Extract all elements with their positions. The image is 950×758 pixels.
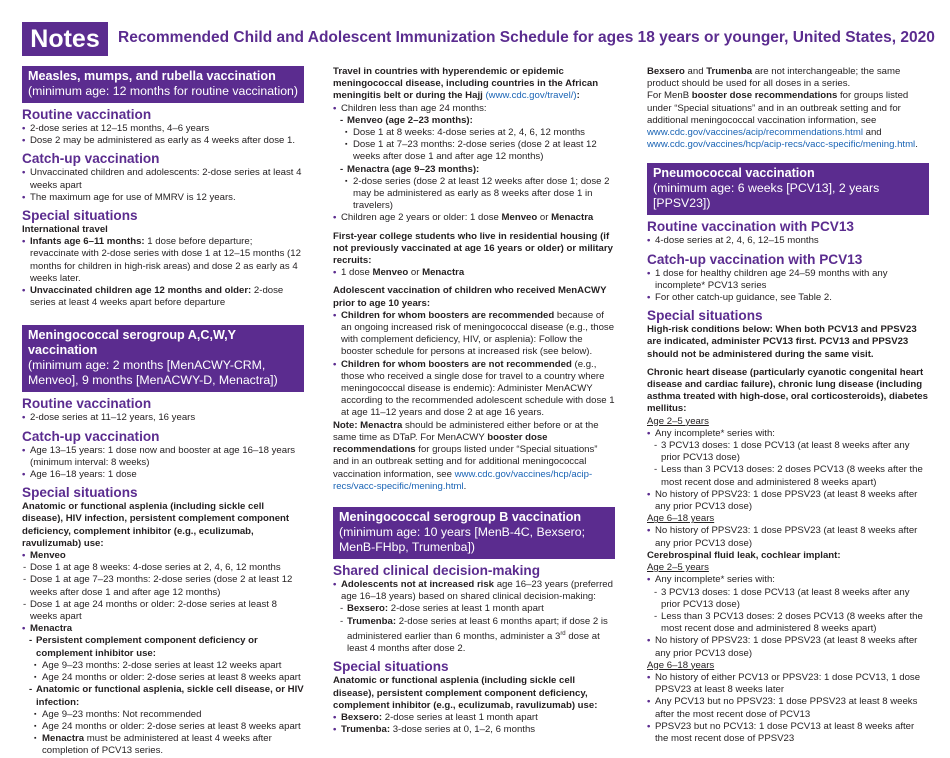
note-label: Note: Menactra xyxy=(333,419,403,431)
item-text: for groups listed under “Special situations” and in an outbreak setting and for additional meningococcal vaccination information, see xyxy=(647,90,909,126)
list-item: • Unvaccinated children and adolescents: 2-dose series at least 4 weeks apart xyxy=(22,167,304,191)
pcv-catchup-heading: Catch-up vaccination with PCV13 xyxy=(647,251,863,267)
list-item: ▪ Dose 1 at 7–23 months: 2-dose series (dose 2 at least 12 weeks after dose 1 and after age 12 months) xyxy=(345,139,615,163)
list-item: - Less than 3 PCV13 doses: 2 doses PCV13 (8 weeks after the most recent dose and administered 8 weeks apart) xyxy=(653,464,929,488)
item-label: Trumenba xyxy=(706,66,753,77)
college-heading: First-year college students who live in residential housing (if not previously vaccinated at age 16 years or older) or military recruits: xyxy=(333,230,613,267)
list-item xyxy=(22,236,304,285)
travel-list xyxy=(333,103,615,225)
pcv-routine-list xyxy=(647,235,929,247)
mmr-special-heading: Special situations xyxy=(22,208,138,224)
notes-badge: Notes xyxy=(22,22,108,56)
csf-heading: Cerebrospinal fluid leak, cochlear implant: xyxy=(647,549,841,561)
travel-heading-text: Travel in countries with hyperendemic or epidemic meningococcal disease, including countries in the African meningitis belt or during the Hajj xyxy=(333,66,599,102)
menacwy-catchup-heading: Catch-up vaccination xyxy=(22,428,160,444)
age-group-label: Age 2–5 years xyxy=(647,562,709,574)
item-text: 2-dose series at least 6 months apart; if dose 2 is administered earlier than 6 months, administer a 3 xyxy=(347,615,608,642)
item-text: Children age 2 years or older: 1 dose xyxy=(341,212,502,224)
menb-interchange-text xyxy=(647,66,929,90)
item-text: (e.g., those who received a single dose for travel to a country where meningococcal disease is endemic): Administer MenACWY according to the recommended adolescent schedule with dose 1 at age 11–12 years and dose 2 at age 16 years. xyxy=(341,358,615,419)
age-group-label: Age 6–18 years xyxy=(647,659,715,671)
item-text: 1 dose xyxy=(341,267,373,279)
note-text: . xyxy=(463,480,467,492)
list-item: ▪ 2-dose series (dose 2 at least 12 weeks after dose 1; dose 2 may be administered as early as 8 weeks after dose 1 in travelers) xyxy=(345,176,615,213)
item-text: 2-dose series at least 4 weeks apart before departure xyxy=(30,285,284,309)
menacwy-routine-heading: Routine vaccination xyxy=(22,396,152,412)
item-label: Menactra xyxy=(551,212,594,224)
mmr-title: Measles, mumps, and rubella vaccination xyxy=(28,69,276,83)
item-label: Children for whom boosters are recommended xyxy=(341,309,555,321)
item-text: age 16–23 years (preferred age 16–18 years) based on shared clinical decision-making: xyxy=(341,578,613,603)
list-item: • Dose 2 may be administered as early as 4 weeks after dose 1. xyxy=(22,135,304,147)
item-text: must be administered at least 4 weeks after completion of PCV13 series. xyxy=(42,733,272,757)
list-item: - Dose 1 at age 7–23 months: 2-dose series (dose 2 at least 12 weeks after dose 1 and after age 12 months) xyxy=(22,574,304,598)
page-header xyxy=(0,0,950,64)
adolescent-heading: Adolescent vaccination of children who received MenACWY prior to age 10 years: xyxy=(333,285,607,309)
menb-subtitle: (minimum age: 10 years [MenB-4C, Bexsero; MenB-FHbp, Trumenba]) xyxy=(339,524,586,554)
list-item: • No history of either PCV13 or PPSV23: 1 dose PCV13, 1 dose PPSV23 at least 8 weeks later xyxy=(647,672,929,696)
note-label: booster dose recommendations xyxy=(333,431,548,456)
menb-asplenia-heading: Anatomic or functional asplenia (including sickle cell disease), persistent complement component deficiency, complement inhibitor (e.g., eculizumab, ravulizumab) use: xyxy=(333,675,598,711)
item-text: 1 dose before departure; revaccinate with 2-dose series with dose 1 at 12–15 months (12 months for children in high-risk areas) and dose 2 as early as 4 weeks later. xyxy=(30,236,301,284)
note-text: for groups listed under “Special situations” and in an outbreak setting and for additional meningococcal vaccination information, see xyxy=(333,444,598,480)
travel-colon: : xyxy=(576,90,580,102)
list-item xyxy=(339,616,615,656)
item-text: For MenB xyxy=(647,90,692,102)
adolescent-list xyxy=(333,310,615,420)
item-text: dose at least 4 months after dose 2. xyxy=(347,630,600,655)
mmr-catchup-heading: Catch-up vaccination xyxy=(22,151,160,167)
menb-special-heading: Special situations xyxy=(333,659,449,675)
intl-travel-label: International travel xyxy=(22,224,108,236)
mmr-header-box xyxy=(22,66,304,103)
travel-link[interactable]: (www.cdc.gov/travel/) xyxy=(485,90,577,102)
list-item: • Age 16–18 years: 1 dose xyxy=(22,469,304,481)
menb-booster-text xyxy=(647,90,929,151)
list-item: - Dose 1 at age 24 months or older: 2-dose series at least 8 weeks apart xyxy=(22,599,304,623)
mmr-routine-heading: Routine vaccination xyxy=(22,107,152,122)
list-item xyxy=(333,310,615,359)
list-item: - Dose 1 at age 8 weeks: 4-dose series at 2, 4, 6, 12 months xyxy=(22,562,304,574)
chronic-age25-list xyxy=(647,428,929,513)
menb-header-box xyxy=(333,507,615,559)
item-text: are not interchangeable; the same product should be used for all doses in a series. xyxy=(647,66,901,90)
list-item: ▪ Dose 1 at 8 weeks: 4-dose series at 2, 4, 6, 12 months xyxy=(345,127,615,139)
item-label: Bexsero: xyxy=(341,711,383,723)
item-text: 3-dose series at 0, 1–2, 6 months xyxy=(390,724,536,736)
list-item: • 2-dose series at 11–12 years, 16 years xyxy=(22,412,304,424)
chronic-heading: Chronic heart disease (particularly cyanotic congenital heart disease and cardiac failure), chronic lung disease (including asthma treated with high-dose, oral corticosteroids), diabetes mellitus: xyxy=(647,366,928,415)
scdm-list xyxy=(333,579,615,655)
item-label: Menveo xyxy=(501,212,538,224)
list-item: • Any incomplete* series with: xyxy=(647,574,929,586)
mmr-special-list xyxy=(22,236,304,309)
item-label: Adolescents not at increased risk xyxy=(341,578,495,590)
list-item: • The maximum age for use of MMRV is 12 years. xyxy=(22,192,304,204)
pcv-special-heading: Special situations xyxy=(647,308,763,324)
af-label: - Anatomic or functional asplenia, sickle cell disease, or HIV infection: xyxy=(28,684,304,708)
scdm-heading: Shared clinical decision-making xyxy=(333,562,540,578)
list-item xyxy=(333,267,615,279)
item-text: or xyxy=(408,267,423,279)
list-item xyxy=(333,724,615,736)
page-title: Recommended Child and Adolescent Immunization Schedule for ages 18 years or younger, United States, 2020 xyxy=(118,29,935,46)
list-item: • 1 dose for healthy children age 24–59 months with any incomplete* PCV13 series xyxy=(647,268,929,292)
pcv-header-box xyxy=(647,163,929,215)
list-item xyxy=(333,579,615,603)
list-item: - 3 PCV13 doses: 1 dose PCV13 (at least 8 weeks after any prior PCV13 dose) xyxy=(653,440,929,464)
list-item xyxy=(339,603,615,615)
column-1 xyxy=(22,66,304,758)
menacwy-special-list xyxy=(22,550,304,757)
asplenia-heading: Anatomic or functional asplenia (including sickle cell disease), HIV infection, persistent complement component deficiency, complement inhibitor (e.g., eculizumab, ravulizumab) use: xyxy=(22,501,290,549)
column-3 xyxy=(647,66,929,745)
mmr-routine-list xyxy=(22,123,304,147)
item-text: 2-dose series at least 1 month apart xyxy=(382,711,538,723)
menacwy-title: Meningococcal serogroup A,C,W,Y vaccination xyxy=(28,328,236,358)
menveo-label: • Menveo xyxy=(22,550,304,562)
list-item xyxy=(333,212,615,224)
list-item: ▪ Age 9–23 months: Not recommended xyxy=(34,709,304,721)
mmr-subtitle: (minimum age: 12 months for routine vaccination) xyxy=(28,84,298,98)
mening-link[interactable]: www.cdc.gov/vaccines/hcp/acip-recs/vacc-specific/mening.html xyxy=(647,139,916,151)
menactra-range: - Menactra (age 9–23 months): xyxy=(339,164,615,176)
item-label: Bexsero: xyxy=(347,603,389,615)
menactra-note xyxy=(333,420,615,493)
menacwy-special-heading: Special situations xyxy=(22,485,138,501)
list-item: • Any PCV13 but no PPSV23: 1 dose PPSV23 at least 8 weeks after the most recent dose of PCV13 xyxy=(647,696,929,720)
age-group-label: Age 6–18 years xyxy=(647,513,715,525)
pcv-catchup-list xyxy=(647,268,929,305)
item-label: Trumenba: xyxy=(347,615,397,627)
list-item: • Any incomplete* series with: xyxy=(647,428,929,440)
list-item: ▪ Age 24 months or older: 2-dose series at least 8 weeks apart xyxy=(34,672,304,684)
list-item xyxy=(34,733,304,757)
item-label: Bexsero xyxy=(647,66,685,77)
menacwy-catchup-list xyxy=(22,445,304,482)
csf-age25-list xyxy=(647,574,929,659)
item-text: and xyxy=(862,127,882,139)
menacwy-header-box xyxy=(22,325,304,392)
list-item: • 2-dose series at 12–15 months, 4–6 years xyxy=(22,123,304,135)
list-item: • No history of PPSV23: 1 dose PPSV23 (at least 8 weeks after any prior PCV13 dose) xyxy=(647,489,929,513)
item-text: . xyxy=(915,139,918,151)
column-2 xyxy=(333,66,615,736)
age-group-label: Age 2–5 years xyxy=(647,415,709,427)
mmr-catchup-list xyxy=(22,167,304,204)
item-label: booster dose recommendations xyxy=(691,90,838,102)
superscript: rd xyxy=(560,630,566,637)
item-label: Menactra xyxy=(42,733,85,745)
menveo-range: - Menveo (age 2–23 months): xyxy=(339,115,615,127)
menacwy-routine-list xyxy=(22,412,304,424)
item-label: Children for whom boosters are not recommended xyxy=(341,358,572,370)
college-list xyxy=(333,267,615,279)
menacwy-subtitle: (minimum age: 2 months [MenACWY-CRM, Menveo], 9 months [MenACWY-D, Menactra]) xyxy=(28,358,278,388)
list-item: • For other catch-up guidance, see Table 2. xyxy=(647,292,929,304)
chronic-age618-list xyxy=(647,525,929,549)
travel-heading xyxy=(333,66,615,103)
note-text: should be administered either before or at the same time as DTaP. For MenACWY xyxy=(333,419,599,443)
list-item: - 3 PCV13 doses: 1 dose PCV13 (at least 8 weeks after any prior PCV13 dose) xyxy=(653,587,929,611)
item-label: Infants age 6–11 months: xyxy=(30,236,145,248)
list-item: ▪ Age 9–23 months: 2-dose series at least 12 weeks apart xyxy=(34,660,304,672)
list-item: • PPSV23 but no PCV13: 1 dose PCV13 at least 8 weeks after the most recent dose of PPSV23 xyxy=(647,721,929,745)
mening-link[interactable]: www.cdc.gov/vaccines/hcp/acip-recs/vacc-specific/mening.html xyxy=(333,468,593,492)
list-item: • Children less than age 24 months: xyxy=(333,103,615,115)
list-item: • 4-dose series at 2, 4, 6, 12–15 months xyxy=(647,235,929,247)
item-label: Unvaccinated children age 12 months and older: xyxy=(30,285,252,297)
list-item: ▪ Age 24 months or older: 2-dose series at least 8 weeks apart xyxy=(34,721,304,733)
item-text: and xyxy=(684,66,707,77)
item-label: Trumenba: xyxy=(341,724,391,736)
pcv-routine-heading: Routine vaccination with PCV13 xyxy=(647,219,854,235)
pc-label: - Persistent complement component deficiency or complement inhibitor use: xyxy=(28,635,304,659)
menb-title: Meningococcal serogroup B vaccination xyxy=(339,509,582,524)
item-text: or xyxy=(537,212,552,224)
menactra-label: • Menactra xyxy=(22,623,304,635)
pcv-title: Pneumococcal vaccination xyxy=(653,166,815,181)
acip-link[interactable]: www.cdc.gov/vaccines/acip/recommendations.html xyxy=(647,127,863,139)
list-item xyxy=(22,285,304,309)
high-risk-text: High-risk conditions below: When both PCV13 and PPSV23 are indicated, administer PCV13 first. PCV13 and PPSV23 should not be administered during the same visit. xyxy=(647,324,917,360)
list-item: • No history of PPSV23: 1 dose PPSV23 (at least 8 weeks after any prior PCV13 dose) xyxy=(647,635,929,659)
csf-age618-list xyxy=(647,672,929,745)
item-text: 2-dose series at least 1 month apart xyxy=(388,603,544,615)
pcv-subtitle: (minimum age: 6 weeks [PCV13], 2 years [PPSV23]) xyxy=(653,181,880,211)
list-item xyxy=(333,712,615,724)
item-label: Menveo xyxy=(372,267,409,279)
item-text: because of an ongoing increased risk of meningococcal disease (e.g., those with complement deficiency, HIV, or asplenia): Follow the booster schedule for persons at increased risk (see below). xyxy=(341,309,615,358)
list-item xyxy=(333,359,615,420)
list-item: • Age 13–15 years: 1 dose now and booster at age 16–18 years (minimum interval: 8 weeks) xyxy=(22,445,304,469)
list-item: • No history of PPSV23: 1 dose PPSV23 (at least 8 weeks after any prior PCV13 dose) xyxy=(647,525,929,549)
item-label: Menactra xyxy=(422,267,465,279)
list-item: - Less than 3 PCV13 doses: 2 doses PCV13 (8 weeks after the most recent dose and administered 8 weeks apart) xyxy=(653,611,929,635)
